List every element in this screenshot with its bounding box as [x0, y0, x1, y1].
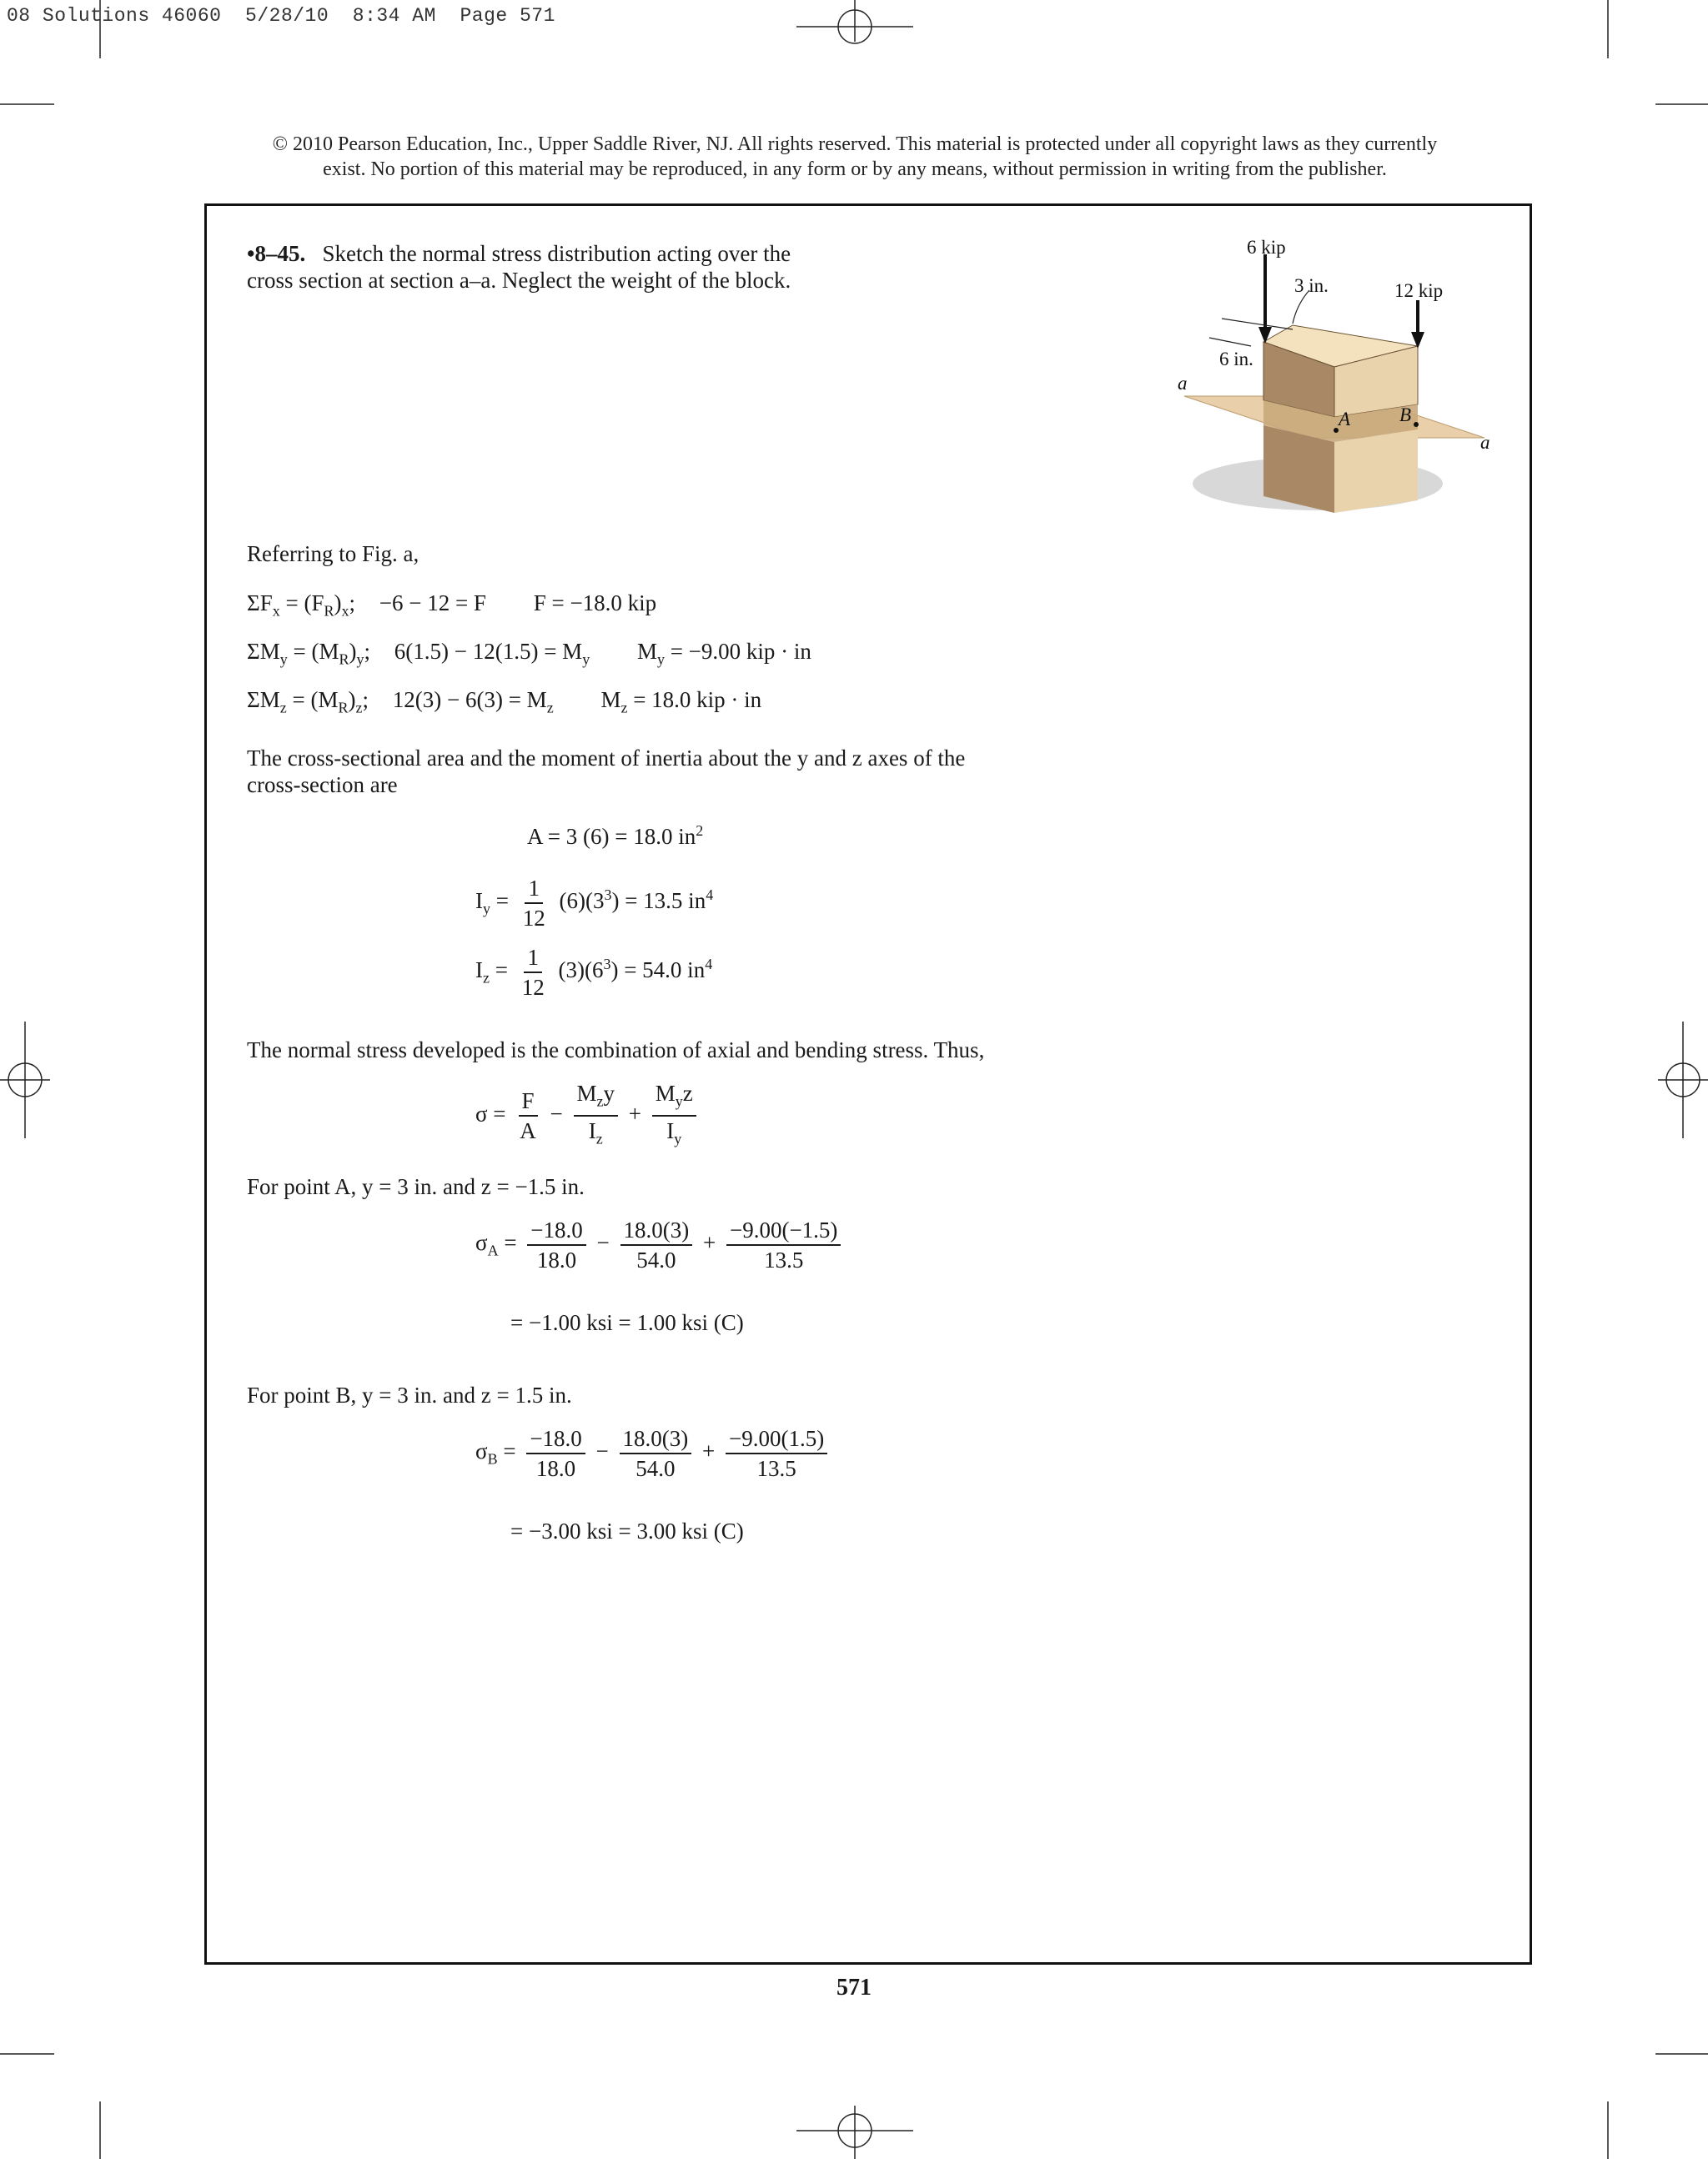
- label-point-b: B: [1399, 404, 1412, 425]
- label-section-a-right: a: [1480, 432, 1490, 453]
- label-6kip: 6 kip: [1247, 237, 1286, 258]
- eq-sum-fx: $\Sigma F_x = (F_R)_x$; −6 − 12 = F F = −18.0 kip: [247, 590, 657, 620]
- eq-iz: $I_z$ = $\frac{1}{12}$ $(3)(6^3) = 54.0$ $in^4$: [475, 945, 713, 1000]
- section-props-text: [247, 745, 965, 798]
- block-figure: [1151, 233, 1501, 525]
- sigma-b-result: = −3.00 ksi = 3.00 ksi (C): [510, 1519, 744, 1544]
- eq-area: A = 3 (6) = 18.0 $in^2$: [527, 822, 704, 849]
- block-side-lower: [1334, 429, 1418, 513]
- eq-mz-rhs: 12(3) − 6(3) = M: [392, 687, 547, 712]
- problem-line-1: Sketch the normal stress distribution acting over the: [322, 241, 791, 266]
- copyright-line-2: exist. No portion of this material may be reproduced, in any form or by any means, without permission in writing from the publisher.: [323, 158, 1387, 180]
- label-6in: 6 in.: [1219, 349, 1253, 369]
- point-b-text: For point B, y = 3 in. and z = 1.5 in.: [247, 1383, 572, 1408]
- section-props-line-2: cross-section are: [247, 772, 398, 797]
- eq-my-result: = −9.00 kip · in: [670, 639, 811, 664]
- problem-line-2: cross section at section a–a. Neglect the weight of the block.: [247, 268, 791, 293]
- combination-text: The normal stress developed is the combination of axial and bending stress. Thus,: [247, 1037, 985, 1062]
- sigma-a-result: = −1.00 ksi = 1.00 ksi (C): [510, 1310, 744, 1335]
- eq-sum-my: $\Sigma M_y = (M_R)_y$; $6(1.5) - 12(1.5) = M_y$ $M_y = -9.00$ kip · in: [247, 639, 811, 668]
- section-props-line-1: The cross-sectional area and the moment of inertia about the y and z axes of the: [247, 746, 966, 771]
- eq-iy: $I_y$ = $\frac{1}{12}$ $(6)(3^3) = 13.5$ $in^4$: [475, 876, 714, 931]
- eq-sigma-a: $\sigma_A$ = $\frac{-18.0}{18.0}$ − $\frac{18.0(3)}{54.0}$ + $\frac{-9.00(-1.5)}{13.5}$: [475, 1218, 846, 1273]
- print-slug: 08 Solutions 46060 5/28/10 8:34 AM Page 571: [7, 5, 555, 27]
- page-number: 571: [836, 1975, 872, 2001]
- label-point-a: A: [1339, 409, 1351, 429]
- copyright-notice: [167, 132, 1543, 182]
- eq-sum-mz: $\Sigma M_z = (M_R)_z$; $12(3) - 6(3) = M_z$ $M_z = 18.0$ kip · in: [247, 687, 762, 716]
- label-3in: 3 in.: [1294, 275, 1329, 296]
- problem-statement: [247, 240, 791, 294]
- point-a-text: For point A, y = 3 in. and z = −1.5 in.: [247, 1174, 585, 1199]
- eq-sigma-b: $\sigma_B$ = $\frac{-18.0}{18.0}$ − $\frac{18.0(3)}{54.0}$ + $\frac{-9.00(1.5)}{13.5}$: [475, 1426, 832, 1481]
- label-12kip: 12 kip: [1394, 280, 1444, 301]
- problem-number: •8–45.: [247, 241, 306, 266]
- eq-fx-result: F = −18.0 kip: [533, 590, 657, 615]
- copyright-line-1: © 2010 Pearson Education, Inc., Upper Saddle River, NJ. All rights reserved. This material is protected under all copyright laws as they currently: [272, 133, 1438, 155]
- label-section-a-left: a: [1178, 373, 1188, 394]
- intro-text: Referring to Fig. a,: [247, 541, 419, 566]
- eq-my-rhs: 6(1.5) − 12(1.5) = M: [394, 639, 583, 664]
- eq-fx-rhs: −6 − 12 = F: [379, 590, 486, 615]
- eq-mz-result: = 18.0 kip · in: [633, 687, 762, 712]
- eq-sigma-general: σ = $\frac{F}{A}$ − $\frac{M_zy}{I_z}$ + $\frac{M_yz}{I_y}$: [475, 1081, 701, 1152]
